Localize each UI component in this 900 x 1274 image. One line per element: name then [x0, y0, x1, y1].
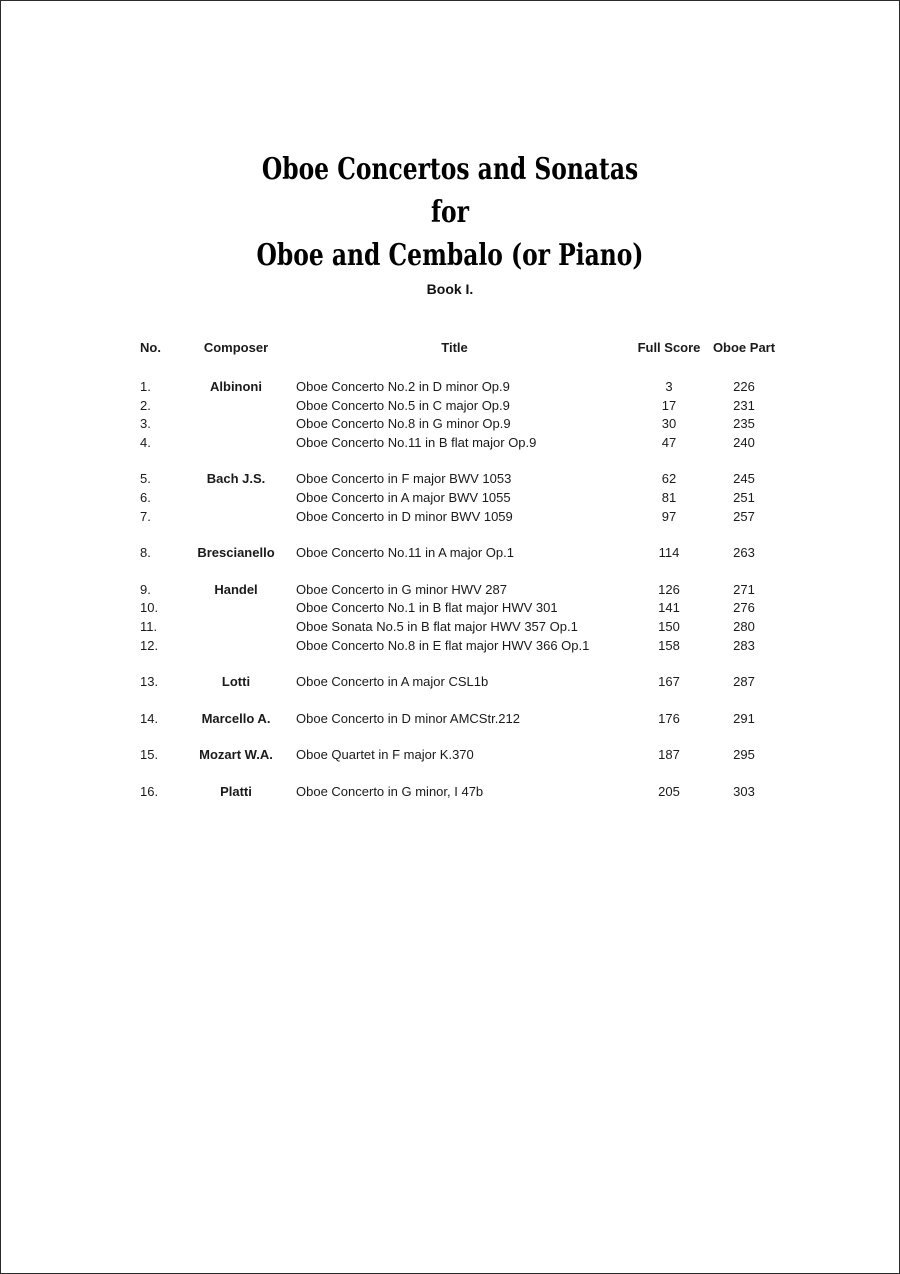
table-row: [128, 544, 779, 563]
entry-oboe-part-page: 235: [733, 416, 755, 432]
entry-composer: [192, 434, 280, 453]
entry-title: Oboe Quartet in F major K.370: [296, 747, 474, 763]
entry-title: Oboe Sonata No.5 in B flat major HWV 357 Op.1: [296, 618, 578, 634]
table-row: [128, 508, 779, 527]
entry-title: Oboe Concerto No.11 in B flat major Op.9: [296, 434, 537, 450]
entry-number: 3.: [140, 416, 151, 432]
entry-number: 4.: [140, 434, 151, 450]
entry-composer: [192, 637, 280, 656]
entry-oboe-part-page: 245: [733, 471, 755, 487]
group-gap: [128, 655, 779, 673]
entry-oboe-part-page: 295: [733, 747, 755, 763]
entry-title: Oboe Concerto in G minor HWV 287: [296, 581, 507, 597]
title-block: [0, 148, 900, 297]
entry-composer: Lotti: [221, 674, 251, 690]
entry-title: Oboe Concerto No.11 in A major Op.1: [296, 545, 514, 561]
entry-oboe-part-page: 257: [733, 508, 755, 524]
entry-oboe-part-page: 276: [733, 600, 755, 616]
entry-title: Oboe Concerto in D minor BWV 1059: [296, 508, 513, 524]
entry-oboe-part-page: 231: [733, 397, 755, 413]
entry-full-score-page: 3: [665, 379, 673, 394]
entry-oboe-part-page: 226: [733, 379, 755, 394]
header-title: Title: [441, 339, 468, 355]
table-row: [128, 470, 779, 489]
entry-number: 12.: [140, 637, 159, 653]
table-row: [128, 378, 779, 397]
entry-title: Oboe Concerto in A major BWV 1055: [296, 489, 511, 505]
header-composer: Composer: [203, 339, 269, 355]
entry-number: 8.: [140, 545, 151, 561]
entry-oboe-part-page: 303: [733, 783, 755, 799]
entry-number: 11.: [140, 618, 158, 634]
entry-oboe-part-page: 287: [733, 674, 755, 690]
entry-title: Oboe Concerto No.8 in G minor Op.9: [296, 416, 511, 432]
table-row: [128, 415, 779, 434]
header-oboe-part: Oboe Part: [712, 339, 776, 355]
entry-composer: [192, 489, 280, 508]
entry-number: 14.: [140, 710, 159, 726]
entry-full-score-page: 126: [658, 581, 680, 597]
group-gap: [128, 526, 779, 544]
header-no: No.: [140, 339, 161, 355]
header-full-score: Full Score: [637, 339, 701, 355]
table-row: [128, 618, 779, 637]
entry-composer: [192, 397, 280, 416]
entry-number: 13.: [140, 674, 159, 690]
table-row: [128, 710, 779, 729]
entry-full-score-page: 141: [658, 600, 680, 616]
entry-full-score-page: 62: [661, 471, 677, 487]
entry-composer: [192, 508, 280, 527]
entry-composer: Brescianello: [197, 545, 275, 561]
table-row: [128, 637, 779, 656]
group-gap: [128, 563, 779, 581]
entry-number: 10.: [140, 600, 159, 616]
entry-title: Oboe Concerto No.2 in D minor Op.9: [296, 379, 510, 394]
entry-oboe-part-page: 240: [733, 434, 755, 450]
entry-full-score-page: 205: [658, 783, 680, 799]
entry-full-score-page: 30: [661, 416, 677, 432]
entry-oboe-part-page: 280: [733, 618, 755, 634]
entry-number: 2.: [140, 397, 151, 413]
entry-composer: Platti: [220, 783, 252, 799]
entry-full-score-page: 167: [658, 674, 680, 690]
table-row: [128, 434, 779, 453]
entry-composer: Albinoni: [210, 379, 262, 394]
entry-composer: [192, 599, 280, 618]
entry-title: Oboe Concerto in G minor, I 47b: [296, 783, 484, 799]
entry-title: Oboe Concerto No.5 in C major Op.9: [296, 397, 510, 413]
entry-title: Oboe Concerto No.1 in B flat major HWV 301: [296, 600, 558, 616]
entry-full-score-page: 158: [658, 637, 680, 653]
table-row: [128, 673, 779, 692]
table-row: [128, 599, 779, 618]
entry-title: Oboe Concerto in D minor AMCStr.212: [296, 710, 520, 726]
entry-composer: [192, 415, 280, 434]
entry-full-score-page: 176: [658, 710, 680, 726]
entry-oboe-part-page: 263: [733, 545, 755, 561]
entry-full-score-page: 187: [658, 747, 680, 763]
title-line-2: for: [430, 195, 470, 230]
entry-number: 6.: [140, 489, 151, 505]
entry-full-score-page: 150: [658, 618, 680, 634]
table-row: [128, 581, 779, 600]
entry-number: 1.: [140, 379, 151, 394]
entry-full-score-page: 17: [661, 397, 677, 413]
entry-number: 5.: [140, 471, 151, 487]
entry-oboe-part-page: 283: [733, 637, 755, 653]
title-line-1: Oboe Concertos and Sonatas: [261, 152, 639, 187]
entry-composer: Marcello A.: [201, 710, 271, 726]
group-gap: [128, 765, 779, 783]
entry-full-score-page: 114: [658, 545, 680, 561]
group-gap: [128, 360, 779, 378]
title-line-3: Oboe and Cembalo (or Piano): [256, 238, 644, 273]
entry-number: 15.: [140, 747, 159, 763]
header-row: [128, 336, 779, 360]
group-gap: [128, 692, 779, 710]
entry-composer: [192, 618, 280, 637]
book-label: Book I.: [426, 281, 474, 297]
entry-number: 7.: [140, 508, 151, 524]
group-gap: [128, 452, 779, 470]
entry-title: Oboe Concerto No.8 in E flat major HWV 366 Op.1: [296, 637, 590, 653]
entry-composer: Handel: [214, 581, 258, 597]
entry-full-score-page: 47: [661, 434, 677, 450]
entry-oboe-part-page: 271: [733, 581, 755, 597]
entry-full-score-page: 81: [661, 489, 677, 505]
entry-title: Oboe Concerto in F major BWV 1053: [296, 471, 512, 487]
entry-oboe-part-page: 291: [733, 710, 755, 726]
table-row: [128, 397, 779, 416]
entry-number: 16.: [140, 783, 159, 799]
entry-title: Oboe Concerto in A major CSL1b: [296, 674, 489, 690]
entry-full-score-page: 97: [661, 508, 677, 524]
entry-composer: Mozart W.A.: [199, 747, 273, 763]
table-row: [128, 489, 779, 508]
entry-oboe-part-page: 251: [733, 489, 755, 505]
entry-composer: Bach J.S.: [206, 471, 266, 487]
table-row: [128, 783, 779, 802]
table-row: [128, 746, 779, 765]
group-gap: [128, 728, 779, 746]
entry-number: 9.: [140, 581, 151, 597]
contents-body: [128, 360, 779, 802]
contents-table: [128, 336, 779, 802]
